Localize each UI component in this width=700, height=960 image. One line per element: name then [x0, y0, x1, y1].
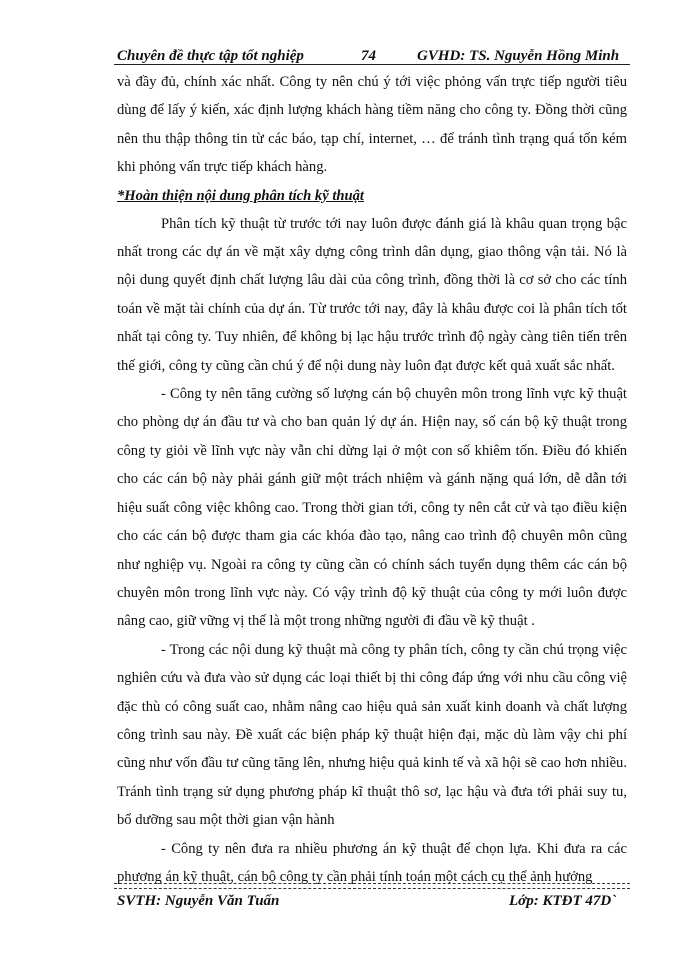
page-header	[117, 48, 629, 70]
body-paragraph: - Trong các nội dung kỹ thuật mà công ty phân tích, công ty cần chú trọng việc nghiên cứu và đưa vào sử dụng các loại thiết bị thi công đáp ứng với nhu cầu công việ đặc thù có công suất cao, nhằm nâng cao hiệu quả sản xuất kinh doanh và chất lượng công trình sau này. Đề xuất các biện pháp kỹ thuật hiện đại, mặc dù làm vậy chi phí cũng như vốn đầu tư cũng tăng lên, nhưng hiệu quả kinh tế và xã hội sẽ cao hơn nhiều. Tránh tình trạng sử dụng phương pháp kĩ thuật thô sơ, lạc hậu và đưa tới phải suy tu, bổ dưỡng sau một thời gian vận hành	[117, 641, 627, 829]
section-heading: *Hoàn thiện nội dung phân tích kỹ thuật	[117, 187, 364, 204]
body-paragraph: - Công ty nên đưa ra nhiều phương án kỹ thuật để chọn lựa. Khi đưa ra các phương án kỹ thuật, cán bộ công ty cần phải tính toán một cách cụ thể ảnh hưởng	[117, 840, 627, 885]
document-body	[117, 68, 627, 891]
page-number: 74	[361, 48, 376, 64]
footer-rule-secondary	[114, 888, 630, 889]
page-footer	[117, 893, 629, 915]
footer-rule	[114, 883, 630, 884]
header-rule	[114, 64, 630, 65]
intro-paragraph: và đầy đủ, chính xác nhất. Công ty nên chú ý tới việc phỏng vấn trực tiếp người tiêu dùng để lấy ý kiến, xác định lượng khách hàng tiềm năng cho công ty. Đồng thời cũng nên thu thập thông tin từ các báo, tạp chí, internet, … để tránh tình trạng quá tốn kém khi phỏng vấn trực tiếp khách hàng.	[117, 74, 627, 176]
body-paragraph: - Công ty nên tăng cường số lượng cán bộ chuyên môn trong lĩnh vực kỹ thuật cho phòng dự án đầu tư và cho ban quản lý dự án. Hiện nay, số cán bộ kỹ thuật trong công ty giỏi về lĩnh vực này vẫn chỉ dừng lại ở một con số khiêm tốn. Điều đó khiến cho các cán bộ này phải gánh giữ một trách nhiệm và gánh nặng quá lớn, dễ dẫn tới hiệu suất công việc không cao. Trong thời gian tới, công ty nên cắt cử và tạo điều kiện cho các cán bộ được tham gia các khóa đào tạo, nâng cao trình độ chuyên môn cũng như nghiệp vụ. Ngoài ra công ty cũng cần có chính sách tuyển dụng thêm các cán bộ chuyên môn trong lĩnh vực này. Có vậy trình độ kỹ thuật của công ty mới luôn được nâng cao, giữ vững vị thế là một trong những người đi đầu về kỹ thuật .	[117, 386, 627, 630]
student-name: SVTH: Nguyễn Văn Tuấn	[117, 893, 280, 909]
document-title: Chuyên đề thực tập tốt nghiệp	[117, 48, 304, 64]
class-name: Lớp: KTĐT 47D`	[509, 893, 617, 909]
advisor-name: GVHD: TS. Nguyễn Hồng Minh	[417, 48, 620, 64]
body-paragraph: Phân tích kỹ thuật từ trước tới nay luôn được đánh giá là khâu quan trọng bậc nhất trong các dự án về mặt xây dựng công trình dân dụng, giao thông vận tải. Nó là nội dung quyết định chất lượng lâu dài của công trình, đồng thời là cơ sở cho các tính toán về mặt tài chính của dự án. Từ trước tới nay, đây là khâu được coi là phân tích tốt nhất tại công ty. Tuy nhiên, để không bị lạc hậu trước trình độ ngày càng tiên tiến trên thế giới, công ty cũng cần chú ý để nội dung này luôn đạt được kết quả xuất sắc nhất.	[117, 215, 627, 374]
